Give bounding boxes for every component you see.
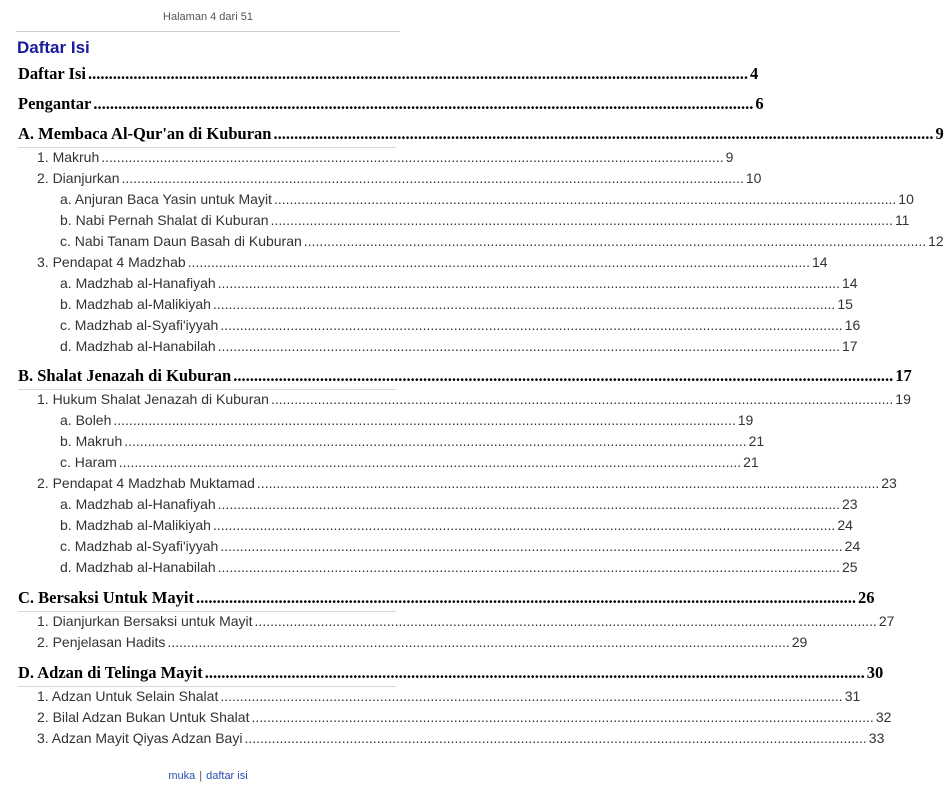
dot-leader: ................................................................................................................................................................ bbox=[270, 212, 893, 228]
toc-entry-label: 3. Adzan Mayit Qiyas Adzan Bayi bbox=[37, 730, 243, 746]
toc-entry-page-number: 9 bbox=[935, 124, 944, 143]
toc-entry-label: d. Madzhab al-Hanabilah bbox=[60, 559, 216, 575]
toc-entry-label: Pengantar bbox=[18, 94, 92, 113]
toc-section-entry[interactable] bbox=[18, 64, 759, 84]
toc-entry-page-number: 6 bbox=[755, 94, 764, 113]
toc-entry-page-number: 26 bbox=[858, 588, 875, 607]
toc-entry-label: 2. Pendapat 4 Madzhab Muktamad bbox=[37, 475, 255, 491]
toc-entry-page-number: 19 bbox=[737, 412, 754, 428]
home-link[interactable]: muka bbox=[168, 770, 196, 782]
toc-entry-page-number: 23 bbox=[842, 496, 858, 512]
toc-entry-page-number: 9 bbox=[725, 149, 734, 165]
toc-section-entry[interactable] bbox=[18, 663, 884, 683]
toc-entry-page-number: 17 bbox=[895, 366, 912, 385]
toc-entry-page-number: 14 bbox=[812, 254, 828, 270]
toc-entry-page-number: 11 bbox=[894, 212, 910, 228]
toc-subentry[interactable] bbox=[60, 338, 858, 354]
toc-entry-label: c. Madzhab al-Syafi'iyyah bbox=[60, 538, 219, 554]
dot-leader: ................................................................................................................................................................ bbox=[233, 366, 894, 385]
dot-leader: ................................................................................................................................................................ bbox=[273, 191, 897, 207]
toc-entry-page-number: 25 bbox=[842, 559, 858, 575]
dot-leader: ................................................................................................................................................................ bbox=[273, 124, 934, 143]
toc-subentry[interactable] bbox=[60, 317, 861, 333]
page-footer bbox=[0, 770, 416, 782]
dot-leader: ................................................................................................................................................................ bbox=[212, 517, 836, 533]
dot-leader: ................................................................................................................................................................ bbox=[220, 538, 843, 554]
toc-subentry[interactable] bbox=[37, 688, 861, 704]
page-indicator: Halaman 4 dari 51 bbox=[163, 11, 253, 23]
toc-entry-label: 2. Bilal Adzan Bukan Untuk Shalat bbox=[37, 709, 250, 725]
toc-entry-label: 1. Makruh bbox=[37, 149, 100, 165]
toc-entry-label: b. Nabi Pernah Shalat di Kuburan bbox=[60, 212, 269, 228]
toc-entry-label: a. Anjuran Baca Yasin untuk Mayit bbox=[60, 191, 272, 207]
toc-entry-label: 1. Adzan Untuk Selain Shalat bbox=[37, 688, 219, 704]
toc-subentry[interactable] bbox=[60, 517, 853, 533]
toc-entry-label: 1. Dianjurkan Bersaksi untuk Mayit bbox=[37, 613, 253, 629]
dot-leader: ................................................................................................................................................................ bbox=[196, 588, 857, 607]
toc-subentry[interactable] bbox=[60, 454, 759, 470]
toc-subentry[interactable] bbox=[60, 233, 944, 249]
toc-subentry[interactable] bbox=[60, 559, 858, 575]
toc-subentry[interactable] bbox=[37, 613, 895, 629]
toc-entry-label: 2. Dianjurkan bbox=[37, 170, 120, 186]
toc-subentry[interactable] bbox=[37, 170, 762, 186]
toc-entry-page-number: 10 bbox=[745, 170, 762, 186]
dot-leader: ................................................................................................................................................................ bbox=[217, 496, 840, 512]
dot-leader: ................................................................................................................................................................ bbox=[187, 254, 811, 270]
toc-link[interactable]: daftar isi bbox=[206, 770, 248, 782]
toc-entry-label: A. Membaca Al-Qur'an di Kuburan bbox=[18, 124, 272, 143]
toc-entry-page-number: 19 bbox=[895, 391, 911, 407]
toc-entry-label: Daftar Isi bbox=[18, 64, 86, 83]
toc-subentry[interactable] bbox=[37, 149, 734, 165]
toc-entry-page-number: 10 bbox=[898, 191, 914, 207]
toc-subentry[interactable] bbox=[37, 254, 828, 270]
toc-entry-page-number: 4 bbox=[749, 64, 759, 83]
toc-entry-page-number: 21 bbox=[743, 454, 759, 470]
dot-leader: ................................................................................................................................................................ bbox=[121, 170, 744, 186]
toc-subentry[interactable] bbox=[60, 538, 861, 554]
toc-title: Daftar Isi bbox=[17, 38, 90, 57]
toc-entry-label: a. Madzhab al-Hanafiyah bbox=[60, 496, 216, 512]
toc-entry-label: C. Bersaksi Untuk Mayit bbox=[18, 588, 195, 607]
toc-entry-page-number: 32 bbox=[875, 709, 892, 725]
dot-leader: ................................................................................................................................................................ bbox=[93, 94, 754, 113]
toc-entry-page-number: 12 bbox=[928, 233, 944, 249]
dot-leader: ................................................................................................................................................................ bbox=[220, 688, 843, 704]
toc-entry-label: 1. Hukum Shalat Jenazah di Kuburan bbox=[37, 391, 269, 407]
toc-entry-page-number: 27 bbox=[878, 613, 895, 629]
toc-entry-label: d. Madzhab al-Hanabilah bbox=[60, 338, 216, 354]
dot-leader: ................................................................................................................................................................ bbox=[254, 613, 877, 629]
toc-subentry[interactable] bbox=[37, 634, 808, 650]
toc-entry-page-number: 21 bbox=[748, 433, 765, 449]
toc-entry-page-number: 30 bbox=[866, 663, 884, 682]
dot-leader: ................................................................................................................................................................ bbox=[101, 149, 724, 165]
toc-entry-page-number: 14 bbox=[842, 275, 858, 291]
dot-leader: ................................................................................................................................................................ bbox=[244, 730, 867, 746]
toc-entry-label: c. Madzhab al-Syafi'iyyah bbox=[60, 317, 219, 333]
dot-leader: ................................................................................................................................................................ bbox=[87, 64, 748, 83]
toc-entry-label: b. Makruh bbox=[60, 433, 123, 449]
footer-separator: | bbox=[199, 770, 203, 782]
toc-entry-page-number: 15 bbox=[837, 296, 853, 312]
toc-entry-page-number: 24 bbox=[837, 517, 853, 533]
toc-section-entry[interactable] bbox=[18, 366, 912, 386]
toc-entry-label: a. Madzhab al-Hanafiyah bbox=[60, 275, 216, 291]
toc-subentry[interactable] bbox=[60, 412, 754, 428]
dot-leader: ................................................................................................................................................................ bbox=[217, 275, 840, 291]
toc-entry-label: D. Adzan di Telinga Mayit bbox=[18, 663, 203, 682]
toc-entry-page-number: 16 bbox=[844, 317, 861, 333]
toc-entry-page-number: 17 bbox=[842, 338, 858, 354]
dot-leader: ................................................................................................................................................................ bbox=[124, 433, 747, 449]
toc-subentry[interactable] bbox=[37, 730, 885, 746]
toc-entry-page-number: 24 bbox=[844, 538, 861, 554]
toc-subentry[interactable] bbox=[60, 496, 858, 512]
dot-leader: ................................................................................................................................................................ bbox=[256, 475, 880, 491]
dot-leader: ................................................................................................................................................................ bbox=[217, 338, 840, 354]
toc-subentry[interactable] bbox=[60, 212, 910, 228]
toc-entry-label: 3. Pendapat 4 Madzhab bbox=[37, 254, 186, 270]
toc-entry-page-number: 23 bbox=[881, 475, 897, 491]
toc-subentry[interactable] bbox=[60, 296, 853, 312]
toc-entry-label: b. Madzhab al-Malikiyah bbox=[60, 296, 211, 312]
dot-leader: ................................................................................................................................................................ bbox=[217, 559, 840, 575]
toc-entry-label: a. Boleh bbox=[60, 412, 112, 428]
toc-subentry[interactable] bbox=[60, 433, 765, 449]
dot-leader: ................................................................................................................................................................ bbox=[113, 412, 736, 428]
toc-section-entry[interactable] bbox=[18, 588, 875, 608]
dot-leader: ................................................................................................................................................................ bbox=[212, 296, 836, 312]
toc-subentry[interactable] bbox=[37, 475, 897, 491]
dot-leader: ................................................................................................................................................................ bbox=[167, 634, 790, 650]
toc-subentry[interactable] bbox=[60, 275, 858, 291]
dot-leader: ................................................................................................................................................................ bbox=[251, 709, 874, 725]
dot-leader: ................................................................................................................................................................ bbox=[270, 391, 894, 407]
toc-entry-page-number: 31 bbox=[844, 688, 861, 704]
toc-entry-page-number: 29 bbox=[791, 634, 808, 650]
toc-subentry[interactable] bbox=[37, 709, 892, 725]
toc-subentry[interactable] bbox=[37, 391, 911, 407]
toc-entry-label: c. Nabi Tanam Daun Basah di Kuburan bbox=[60, 233, 302, 249]
toc-section-entry[interactable] bbox=[18, 124, 944, 144]
dot-leader: ................................................................................................................................................................ bbox=[204, 663, 865, 682]
toc-entry-label: 2. Penjelasan Hadits bbox=[37, 634, 166, 650]
dot-leader: ................................................................................................................................................................ bbox=[303, 233, 927, 249]
toc-entry-label: B. Shalat Jenazah di Kuburan bbox=[18, 366, 232, 385]
toc-entry-label: c. Haram bbox=[60, 454, 117, 470]
toc-entry-label: b. Madzhab al-Malikiyah bbox=[60, 517, 211, 533]
dot-leader: ................................................................................................................................................................ bbox=[220, 317, 843, 333]
toc-entry-page-number: 33 bbox=[868, 730, 885, 746]
dot-leader: ................................................................................................................................................................ bbox=[118, 454, 742, 470]
toc-section-entry[interactable] bbox=[18, 94, 764, 114]
toc-subentry[interactable] bbox=[60, 191, 914, 207]
header-divider bbox=[16, 31, 400, 32]
